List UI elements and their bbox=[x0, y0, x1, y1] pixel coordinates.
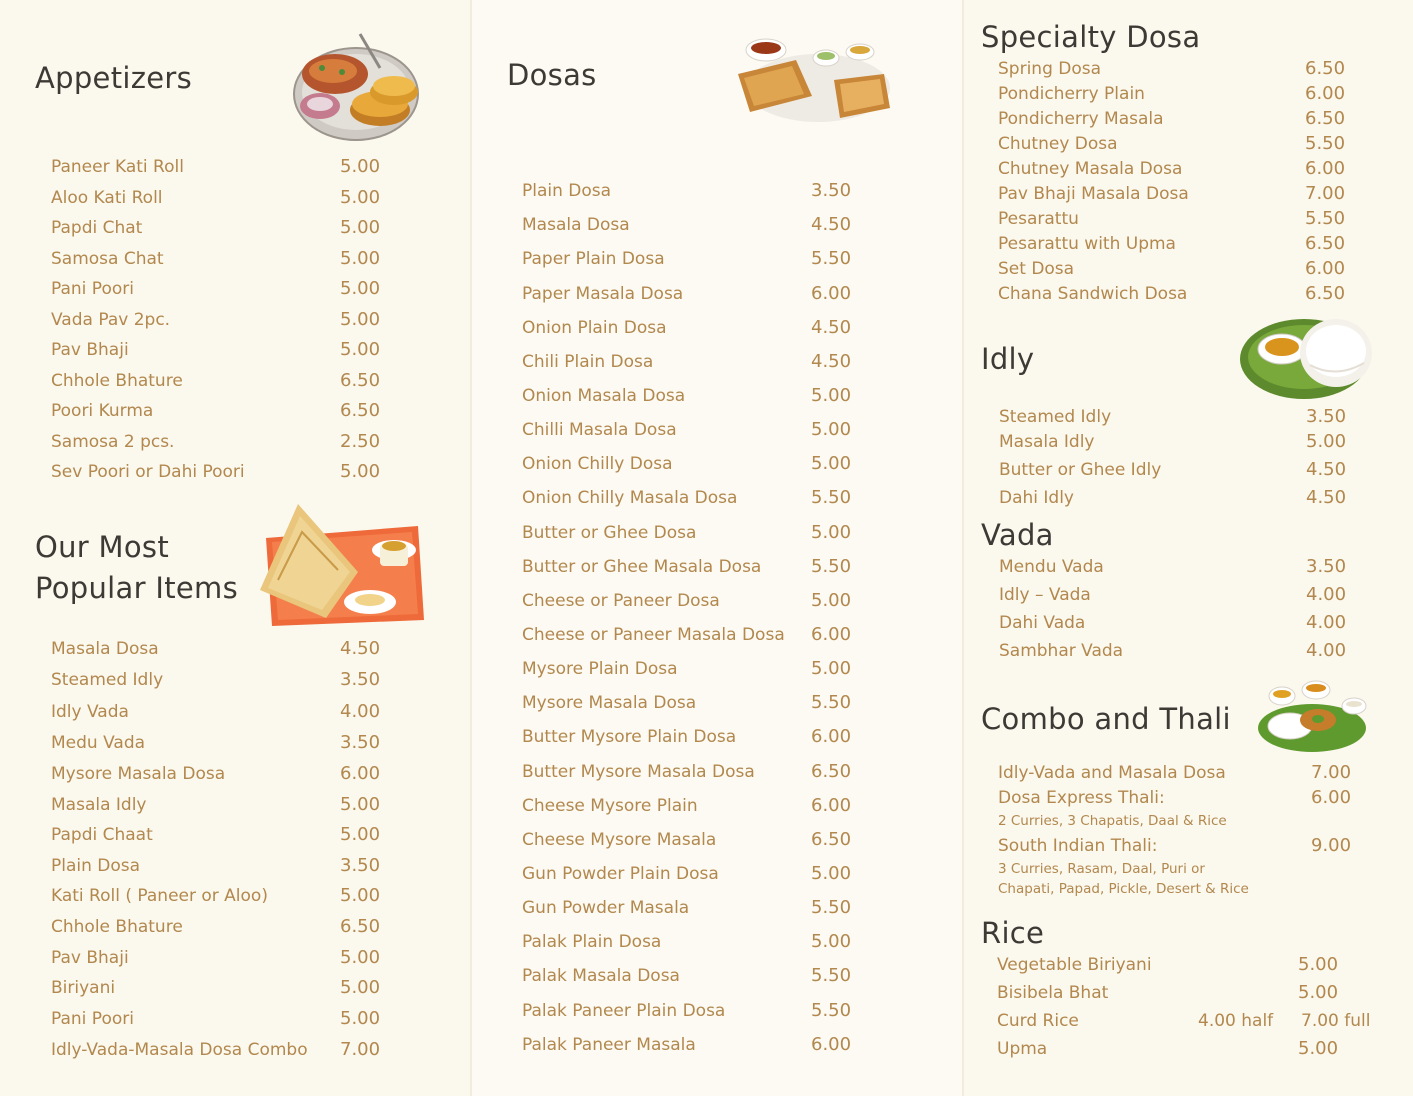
menu-item-price: 5.00 bbox=[340, 977, 381, 998]
menu-item-name: Pav Bhaji Masala Dosa bbox=[998, 184, 1189, 204]
dosa-with-chutneys-image bbox=[734, 34, 892, 126]
menu-item-price: 5.00 bbox=[811, 658, 852, 679]
menu-item-price: 6.00 bbox=[811, 283, 852, 304]
menu-item-name: Steamed Idly bbox=[999, 407, 1112, 427]
menu-item-name: Cheese Mysore Masala bbox=[522, 830, 717, 850]
menu-item-name: Plain Dosa bbox=[51, 856, 141, 876]
menu-item-price: 5.00 bbox=[340, 824, 381, 845]
menu-item-price: 6.00 bbox=[1311, 787, 1352, 808]
menu-item-price: 7.00 bbox=[1305, 183, 1346, 204]
menu-item-price: 5.00 bbox=[340, 248, 381, 269]
popular-heading-line1: Our Most bbox=[35, 530, 169, 564]
menu-item-name: Butter or Ghee Masala Dosa bbox=[522, 557, 762, 577]
menu-item-name: Palak Paneer Plain Dosa bbox=[522, 1001, 726, 1021]
menu-item-price: 5.50 bbox=[1305, 208, 1346, 229]
menu-item-price: 2.50 bbox=[340, 431, 381, 452]
menu-item-name: Cheese or Paneer Dosa bbox=[522, 591, 720, 611]
menu-item-name: Gun Powder Plain Dosa bbox=[522, 864, 719, 884]
menu-item-price-half: 4.00 half bbox=[1198, 1011, 1274, 1031]
menu-item-price: 5.00 bbox=[340, 339, 381, 360]
menu-item-description: Chapati, Papad, Pickle, Desert & Rice bbox=[998, 881, 1249, 897]
menu-item-name: Butter or Ghee Dosa bbox=[522, 523, 697, 543]
menu-item-name: Onion Plain Dosa bbox=[522, 318, 667, 338]
menu-item-name: Biriyani bbox=[51, 978, 116, 998]
menu-item-price: 5.00 bbox=[811, 419, 852, 440]
popular-heading-line2: Popular Items bbox=[35, 571, 238, 605]
menu-item-name: Vegetable Biriyani bbox=[997, 955, 1152, 975]
menu-item-price: 5.00 bbox=[811, 863, 852, 884]
menu-item-price: 6.00 bbox=[811, 624, 852, 645]
menu-item-name: Onion Chilly Dosa bbox=[522, 454, 673, 474]
menu-item-name: Butter or Ghee Idly bbox=[999, 460, 1162, 480]
menu-item-price: 6.00 bbox=[340, 763, 381, 784]
menu-item-price: 3.50 bbox=[340, 732, 381, 753]
menu-item-name: Medu Vada bbox=[51, 733, 146, 753]
specialty-dosa-heading: Specialty Dosa bbox=[981, 20, 1201, 54]
menu-item-name: Chhole Bhature bbox=[51, 917, 183, 937]
menu-item-price: 7.00 bbox=[1311, 762, 1352, 783]
menu-item-name: South Indian Thali: bbox=[998, 836, 1158, 856]
menu-item-name: Pondicherry Plain bbox=[998, 84, 1145, 104]
menu-item-name: Sambhar Vada bbox=[999, 641, 1124, 661]
menu-item-price: 5.50 bbox=[811, 692, 852, 713]
menu-item-price: 5.50 bbox=[811, 965, 852, 986]
menu-item-price: 6.00 bbox=[811, 1034, 852, 1055]
menu-item-name: Paper Masala Dosa bbox=[522, 284, 684, 304]
menu-item-price: 4.00 bbox=[1306, 640, 1347, 661]
menu-item-price: 5.00 bbox=[811, 931, 852, 952]
dosas-heading: Dosas bbox=[507, 58, 597, 92]
menu-item-price: 4.50 bbox=[811, 351, 852, 372]
menu-item-name: Butter Mysore Plain Dosa bbox=[522, 727, 737, 747]
menu-item-name: Sev Poori or Dahi Poori bbox=[51, 462, 245, 482]
menu-item-price-full: 7.00 full bbox=[1301, 1011, 1371, 1031]
menu-item-price: 4.50 bbox=[811, 317, 852, 338]
menu-item-price: 3.50 bbox=[340, 669, 381, 690]
rice-heading: Rice bbox=[981, 916, 1045, 950]
menu-item-name: Curd Rice bbox=[997, 1011, 1079, 1031]
menu-item-name: Paneer Kati Roll bbox=[51, 157, 184, 177]
menu-item-name: Plain Dosa bbox=[522, 181, 612, 201]
menu-item-name: Idly – Vada bbox=[999, 585, 1091, 605]
menu-item-price: 5.00 bbox=[811, 590, 852, 611]
menu-item-name: Chana Sandwich Dosa bbox=[998, 284, 1188, 304]
menu-item-name: Set Dosa bbox=[998, 259, 1075, 279]
menu-item-price: 4.50 bbox=[340, 638, 381, 659]
vada-heading: Vada bbox=[981, 518, 1054, 552]
menu-item-price: 5.00 bbox=[340, 278, 381, 299]
menu-item-name: Mysore Plain Dosa bbox=[522, 659, 678, 679]
menu-item-name: Chilli Masala Dosa bbox=[522, 420, 677, 440]
menu-item-price: 7.00 bbox=[340, 1039, 381, 1060]
menu-item-price: 3.50 bbox=[811, 180, 852, 201]
menu-item-name: Chutney Masala Dosa bbox=[998, 159, 1183, 179]
menu-item-price: 5.00 bbox=[340, 885, 381, 906]
menu-item-name: Kati Roll ( Paneer or Aloo) bbox=[51, 886, 268, 906]
menu-item-name: Palak Plain Dosa bbox=[522, 932, 662, 952]
menu-item-name: Bisibela Bhat bbox=[997, 983, 1109, 1003]
menu-item-price: 5.00 bbox=[340, 217, 381, 238]
menu-item-name: Samosa 2 pcs. bbox=[51, 432, 175, 452]
menu-item-price: 5.00 bbox=[340, 187, 381, 208]
menu-item-price: 4.00 bbox=[1306, 584, 1347, 605]
menu-item-price: 3.50 bbox=[1306, 406, 1347, 427]
menu-item-name: Vada Pav 2pc. bbox=[51, 310, 171, 330]
menu-item-price: 3.50 bbox=[340, 855, 381, 876]
menu-item-name: Pav Bhaji bbox=[51, 340, 129, 360]
menu-item-price: 6.00 bbox=[811, 795, 852, 816]
menu-item-price: 6.50 bbox=[1305, 108, 1346, 129]
menu-item-price: 5.00 bbox=[811, 453, 852, 474]
menu-item-name: Pondicherry Masala bbox=[998, 109, 1164, 129]
menu-item-name: Poori Kurma bbox=[51, 401, 154, 421]
menu-item-name: Mysore Masala Dosa bbox=[522, 693, 697, 713]
menu-item-name: Paper Plain Dosa bbox=[522, 249, 665, 269]
fold-line bbox=[962, 0, 964, 1096]
menu-item-price: 6.00 bbox=[1305, 83, 1346, 104]
menu-item-price: 5.00 bbox=[340, 794, 381, 815]
menu-item-price: 6.50 bbox=[340, 916, 381, 937]
menu-item-price: 5.00 bbox=[1306, 431, 1347, 452]
menu-item-name: Pani Poori bbox=[51, 279, 134, 299]
menu-item-name: Masala Idly bbox=[51, 795, 147, 815]
combo-thali-heading: Combo and Thali bbox=[981, 702, 1231, 736]
menu-item-name: Cheese Mysore Plain bbox=[522, 796, 698, 816]
menu-item-price: 5.00 bbox=[340, 1008, 381, 1029]
menu-item-price: 5.00 bbox=[1298, 982, 1339, 1003]
menu-item-name: Onion Masala Dosa bbox=[522, 386, 686, 406]
menu-item-name: Masala Dosa bbox=[522, 215, 630, 235]
menu-item-name: Palak Paneer Masala bbox=[522, 1035, 696, 1055]
pav-bhaji-plate-image bbox=[290, 28, 428, 144]
menu-item-price: 6.50 bbox=[340, 370, 381, 391]
menu-item-price: 4.50 bbox=[1306, 487, 1347, 508]
menu-item-price: 6.50 bbox=[811, 829, 852, 850]
menu-item-price: 5.00 bbox=[340, 947, 381, 968]
menu-item-name: Upma bbox=[997, 1039, 1048, 1059]
fold-line bbox=[470, 0, 472, 1096]
menu-item-description: 2 Curries, 3 Chapatis, Daal & Rice bbox=[998, 813, 1227, 829]
menu-item-price: 5.50 bbox=[811, 248, 852, 269]
appetizers-heading: Appetizers bbox=[35, 61, 193, 95]
idly-heading: Idly bbox=[981, 342, 1035, 376]
menu-item-name: Masala Dosa bbox=[51, 639, 159, 659]
menu-item-name: Gun Powder Masala bbox=[522, 898, 690, 918]
idly-sambar-plate-image bbox=[1238, 309, 1376, 403]
menu-item-name: Steamed Idly bbox=[51, 670, 164, 690]
menu-item-price: 6.50 bbox=[811, 761, 852, 782]
menu-item-name: Chutney Dosa bbox=[998, 134, 1118, 154]
menu-item-price: 6.00 bbox=[1305, 158, 1346, 179]
menu-item-name: Butter Mysore Masala Dosa bbox=[522, 762, 755, 782]
menu-item-name: Dahi Idly bbox=[999, 488, 1074, 508]
menu-item-price: 6.50 bbox=[1305, 233, 1346, 254]
menu-item-name: Cheese or Paneer Masala Dosa bbox=[522, 625, 785, 645]
menu-item-name: Mysore Masala Dosa bbox=[51, 764, 226, 784]
menu-item-price: 3.50 bbox=[1306, 556, 1347, 577]
menu-item-price: 5.00 bbox=[340, 461, 381, 482]
menu-item-name: Dahi Vada bbox=[999, 613, 1086, 633]
menu-item-price: 5.00 bbox=[811, 385, 852, 406]
menu-item-price: 9.00 bbox=[1311, 835, 1352, 856]
menu-item-description: 3 Curries, Rasam, Daal, Puri or bbox=[998, 861, 1205, 877]
menu-item-price: 5.00 bbox=[1298, 954, 1339, 975]
menu-item-price: 4.00 bbox=[340, 701, 381, 722]
menu-item-name: Papdi Chaat bbox=[51, 825, 153, 845]
menu-item-name: Idly Vada bbox=[51, 702, 129, 722]
menu-item-name: Idly-Vada and Masala Dosa bbox=[998, 763, 1226, 783]
menu-item-price: 6.00 bbox=[1305, 258, 1346, 279]
menu-item-price: 5.00 bbox=[811, 522, 852, 543]
menu-item-price: 5.00 bbox=[340, 156, 381, 177]
menu-item-name: Pani Poori bbox=[51, 1009, 134, 1029]
menu-item-name: Spring Dosa bbox=[998, 59, 1102, 79]
masala-dosa-tray-image bbox=[258, 502, 426, 626]
idly-vada-combo-image bbox=[1256, 676, 1372, 754]
menu-item-price: 5.50 bbox=[811, 1000, 852, 1021]
menu-item-price: 6.50 bbox=[1305, 283, 1346, 304]
menu-item-name: Aloo Kati Roll bbox=[51, 188, 163, 208]
menu-item-price: 5.50 bbox=[811, 897, 852, 918]
menu-item-price: 6.50 bbox=[340, 400, 381, 421]
menu-item-name: Idly-Vada-Masala Dosa Combo bbox=[51, 1040, 308, 1060]
menu-item-price: 5.50 bbox=[811, 487, 852, 508]
menu-item-name: Pesarattu with Upma bbox=[998, 234, 1176, 254]
menu-item-price: 4.50 bbox=[811, 214, 852, 235]
menu-item-name: Chhole Bhature bbox=[51, 371, 183, 391]
menu-item-price: 6.00 bbox=[811, 726, 852, 747]
menu-item-price: 4.50 bbox=[1306, 459, 1347, 480]
menu-item-name: Onion Chilly Masala Dosa bbox=[522, 488, 738, 508]
menu-item-name: Masala Idly bbox=[999, 432, 1095, 452]
menu-item-name: Pav Bhaji bbox=[51, 948, 129, 968]
menu-item-price: 5.50 bbox=[811, 556, 852, 577]
menu-item-name: Papdi Chat bbox=[51, 218, 143, 238]
menu-item-name: Mendu Vada bbox=[999, 557, 1104, 577]
menu-item-name: Dosa Express Thali: bbox=[998, 788, 1165, 808]
menu-item-name: Samosa Chat bbox=[51, 249, 164, 269]
menu-item-name: Pesarattu bbox=[998, 209, 1079, 229]
menu-item-price: 6.50 bbox=[1305, 58, 1346, 79]
menu-item-price: 4.00 bbox=[1306, 612, 1347, 633]
menu-item-price: 5.00 bbox=[1298, 1038, 1339, 1059]
menu-item-name: Chili Plain Dosa bbox=[522, 352, 654, 372]
menu-item-name: Palak Masala Dosa bbox=[522, 966, 680, 986]
menu-item-price: 5.00 bbox=[340, 309, 381, 330]
menu-item-price: 5.50 bbox=[1305, 133, 1346, 154]
